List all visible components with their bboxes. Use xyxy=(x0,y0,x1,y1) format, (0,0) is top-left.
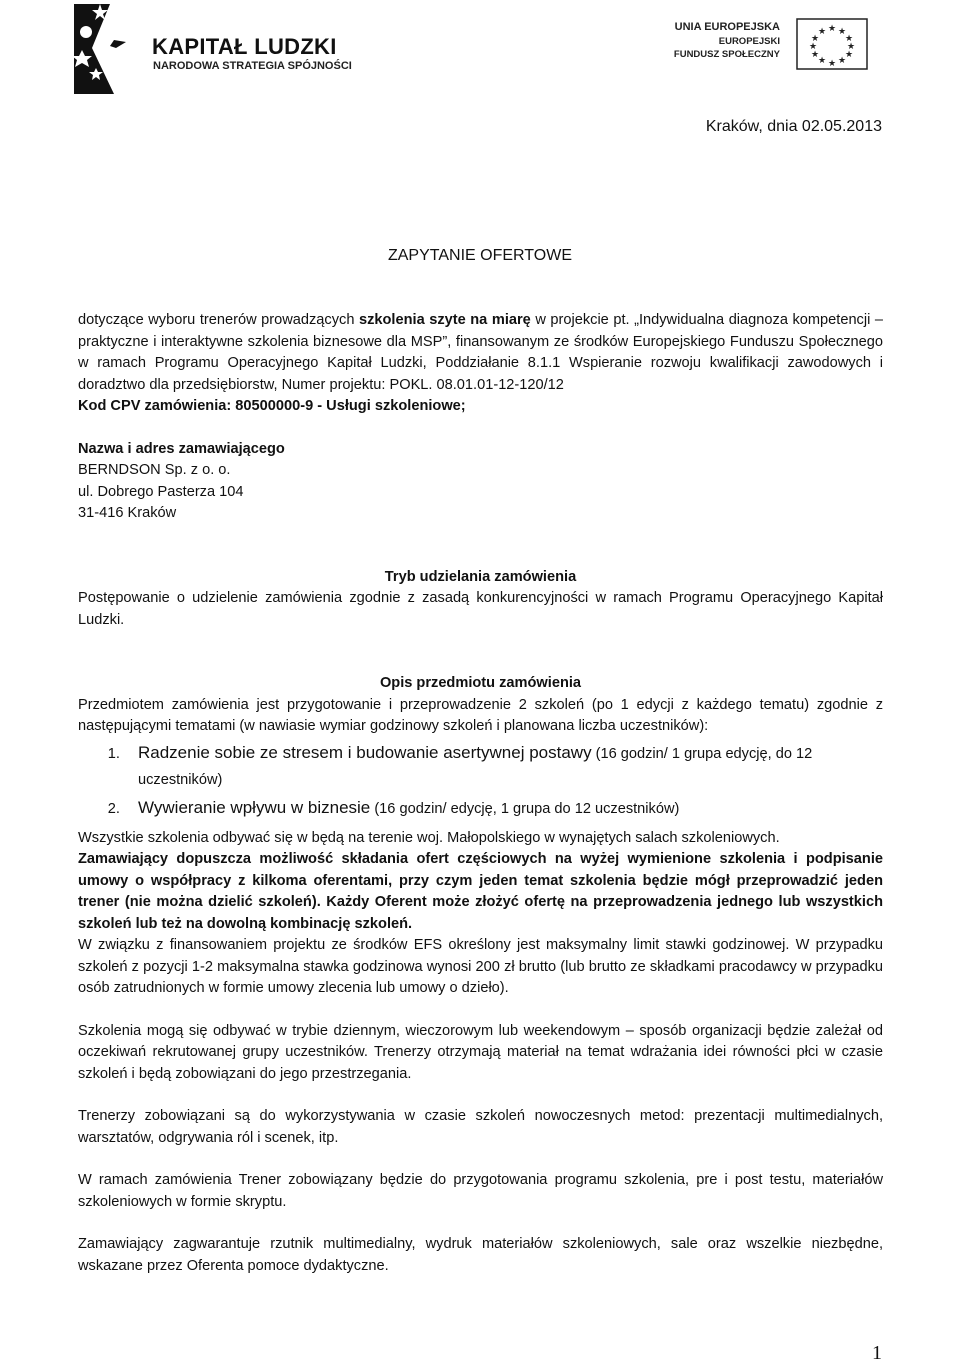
intro-text-rest: w projekcie pt. „Indywidualna diagnoza kompetencji – praktyczne i interaktywne szkolenia biznesowe dla MSP”, finansowanym ze środków Europejskiego Funduszu Społecznego w ramach Programu Operacyjnego Kapitał Ludzki, Poddziałanie 8.1.1 Wspieranie rozwoju kwalifikacji zawodowych i doradztwo dla przedsiębiorstw, Numer projektu: POKL. 08.01.01-12-120/12 xyxy=(78,312,883,393)
kapital-ludzki-emblem-icon xyxy=(70,2,134,94)
program-text: W ramach zamówienia Trener zobowiązany będzie do przygotowania programu szkolenia, pre i post testu, materiałów szkoleniowych w formie skryptu. xyxy=(78,1172,883,1210)
eu-logo-line2: EUROPEJSKI xyxy=(718,36,780,47)
svg-text:★: ★ xyxy=(827,58,837,68)
intro-paragraph xyxy=(78,310,883,396)
topic-item xyxy=(124,740,883,793)
topic-item xyxy=(124,795,883,822)
eu-logo-text xyxy=(670,20,780,61)
description-heading: Opis przedmiotu zamówienia xyxy=(379,675,582,691)
equipment-text: Zamawiający zagwarantuje rzutnik multimedialny, wydruk materiałów szkoleniowych, sale oraz wszelkie niezbędne, wskazane przez Oferenta pomoce dydaktyczne. xyxy=(78,1236,883,1274)
eu-flag-icon xyxy=(796,18,868,70)
document-title: ZAPYTANIE OFERTOWE xyxy=(387,247,573,264)
eu-logo-line1: UNIA EUROPEJSKA xyxy=(674,21,780,33)
svg-text:★: ★ xyxy=(837,55,847,65)
document-date: Kraków, dnia 02.05.2013 xyxy=(705,118,882,135)
kapital-ludzki-subtitle: NARODOWA STRATEGIA SPÓJNOŚCI xyxy=(153,60,352,72)
topic-detail: (16 godzin/ edycję, 1 grupa do 12 uczestników) xyxy=(370,800,680,817)
rate-text: W związku z finansowaniem projektu ze środków EFS określony jest maksymalny limit stawki godzinowej. W przypadku szkoleń z pozycji 1-2 maksymalna stawka godzinowa wynosi 200 zł brutto (lub brutto ze składkami pracodawcy w przypadku osób zatrudnionych w formie umowy zlecenia lub umowy o dzieło). xyxy=(78,937,883,996)
intro-text-start: dotyczące wyboru trenerów prowadzących xyxy=(78,312,359,328)
svg-text:★: ★ xyxy=(817,26,827,36)
methods-text: Trenerzy zobowiązani są do wykorzystywania w czasie szkoleń nowoczesnych metod: prezentacji multimedialnych, warsztatów, odgrywania ról i scenek, itp. xyxy=(78,1108,883,1146)
contracting-heading: Nazwa i adres zamawiającego xyxy=(78,440,285,457)
topic-detail: (16 godzin/ 1 grupa edycję, do 12 uczestników) xyxy=(138,745,813,788)
training-mode-text: Szkolenia mogą się odbywać w trybie dziennym, wieczorowym lub weekendowym – sposób organizacji będzie zależał od oczekiwań rekrutowanej grupy uczestników. Trenerzy otrzymają materiał na temat wdrażania idei równości płci w czasie szkoleń i będą zobowiązani do jego przestrzegania. xyxy=(78,1022,883,1082)
intro-bold-phrase: szkolenia szyte na miarę xyxy=(358,312,531,328)
svg-text:★: ★ xyxy=(810,33,820,43)
kapital-ludzki-logo xyxy=(70,2,360,94)
description-text: Przedmiotem zamówienia jest przygotowanie i przeprowadzenie 2 szkoleń (po 1 edycji z każdego tematu) zgodnie z następującymi tematami (w nawiasie wymiar godzinowy szkoleń i planowana liczba uczestników): xyxy=(78,696,883,734)
svg-text:★: ★ xyxy=(808,41,818,51)
eu-logo-line3: FUNDUSZ SPOŁECZNY xyxy=(673,49,780,60)
svg-text:★: ★ xyxy=(837,26,847,36)
topics-list xyxy=(78,740,883,822)
svg-text:★: ★ xyxy=(846,41,856,51)
cpv-code: Kod CPV zamówienia: 80500000-9 - Usługi szkoleniowe; xyxy=(78,398,466,414)
kapital-ludzki-title: KAPITAŁ LUDZKI xyxy=(152,34,337,59)
svg-text:★: ★ xyxy=(844,49,854,59)
mode-text: Postępowanie o udzielenie zamówienia zgodnie z zasadą konkurencyjności w ramach Programu Operacyjnego Kapitał Ludzki. xyxy=(78,590,883,628)
svg-text:★: ★ xyxy=(844,33,854,43)
page-header xyxy=(70,0,890,100)
topic-name: Wywieranie wpływu w biznesie xyxy=(138,797,371,817)
eu-logo xyxy=(670,18,890,74)
document-body xyxy=(78,310,883,1277)
mode-heading: Tryb udzielania zamówienia xyxy=(384,568,577,585)
location-text: Wszystkie szkolenia odbywać się w będą na terenie woj. Małopolskiego w wynajętych salach szkoleniowych. xyxy=(78,829,780,846)
page-number: 1 xyxy=(872,1342,882,1364)
topic-name: Radzenie sobie ze stresem i budowanie asertywnej postawy xyxy=(138,742,592,762)
svg-text:★: ★ xyxy=(810,49,820,59)
svg-text:★: ★ xyxy=(817,55,827,65)
contracting-street: ul. Dobrego Pasterza 104 xyxy=(78,483,244,500)
svg-text:★: ★ xyxy=(827,23,837,33)
contracting-name: BERNDSON Sp. z o. o. xyxy=(78,462,231,478)
partial-offers-text: Zamawiający dopuszcza możliwość składania ofert częściowych na wyżej wymienione szkolenia i podpisanie umowy o współpracy z kilkoma oferentami, przy czym jeden temat szkolenia będzie mógł przeprowadzić jeden trener (nie można dzielić szkoleń). Każdy Oferent może złożyć ofertę na przeprowadzenia jednego lub wszystkich szkoleń lub też na dowolną kombinację szkoleń. xyxy=(78,851,883,932)
contracting-city: 31-416 Kraków xyxy=(78,505,177,521)
